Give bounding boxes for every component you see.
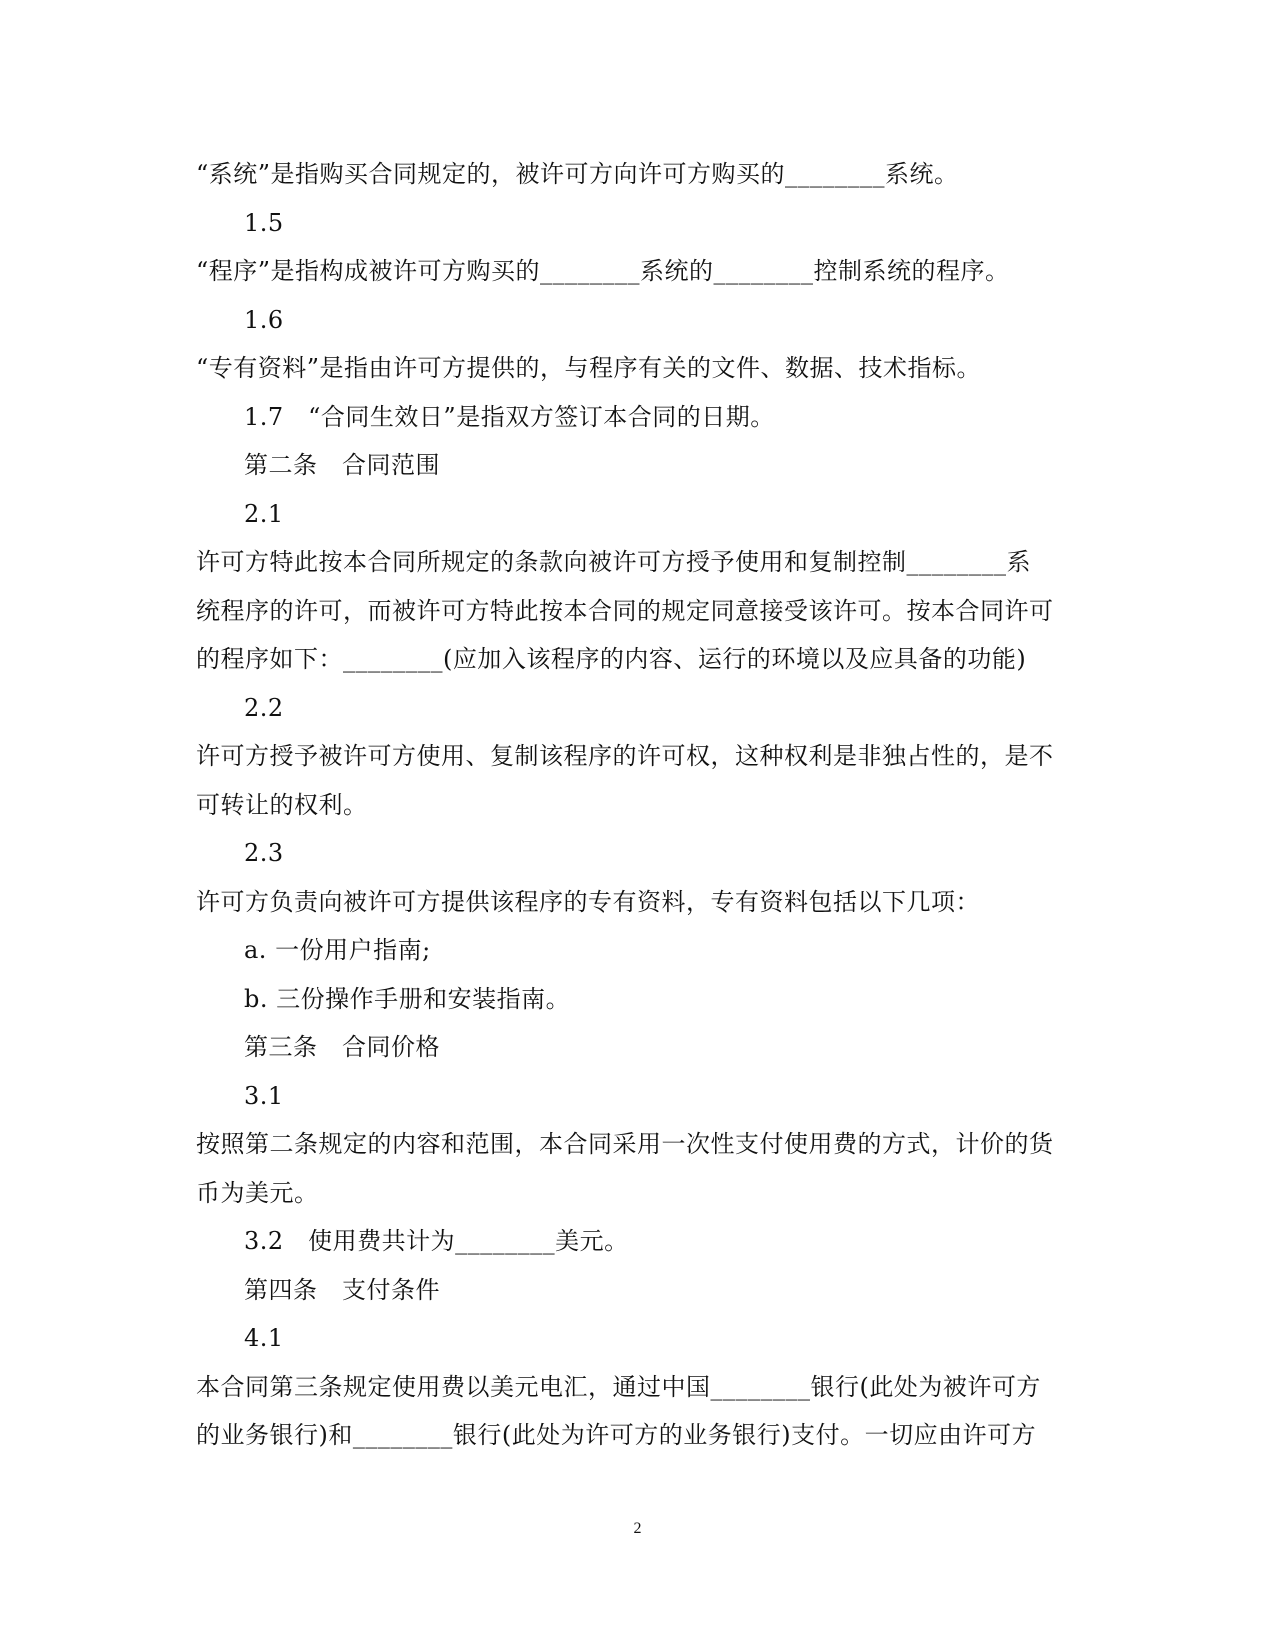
definition-effective-date: 1.7 “合同生效日”是指双方签订本合同的日期。 [244,402,775,431]
clause-number-2-1: 2.1 [244,499,284,528]
page-number: 2 [633,1520,642,1537]
clause-2-3-line-1: 许可方负责向被许可方提供该程序的专有资料，专有资料包括以下几项： [196,887,980,916]
definition-system: “系统”是指购买合同规定的，被许可方向许可方购买的________系统。 [196,160,959,188]
clause-number-1-5: 1.5 [244,208,284,237]
article-2-heading: 第二条 合同范围 [244,451,440,479]
clause-4-1-line-2: 的业务银行)和________银行(此处为许可方的业务银行)支付。一切应由许可方 [196,1421,1037,1449]
clause-3-1-line-2: 币为美元。 [196,1178,319,1207]
definition-proprietary-materials: “专有资料”是指由许可方提供的，与程序有关的文件、数据、技术指标。 [196,354,982,382]
clause-number-3-1: 3.1 [244,1081,284,1110]
clause-3-1-line-1: 按照第二条规定的内容和范围，本合同采用一次性支付使用费的方式，计价的货 [196,1130,1054,1158]
article-3-heading: 第三条 合同价格 [244,1033,440,1061]
clause-2-1-line-1: 许可方特此按本合同所规定的条款向被许可方授予使用和复制控制________系 [196,548,1031,576]
materials-item-b: b. 三份操作手册和安装指南。 [244,984,571,1013]
clause-2-1-line-3: 的程序如下：________(应加入该程序的内容、运行的环境以及应具备的功能) [196,645,1027,673]
article-4-heading: 第四条 支付条件 [244,1275,440,1304]
materials-item-a: a. 一份用户指南; [244,936,431,964]
clause-2-1-line-2: 统程序的许可，而被许可方特此按本合同的规定同意接受该许可。按本合同许可 [196,596,1054,625]
clause-number-2-2: 2.2 [244,693,284,722]
document-body [196,150,1076,1460]
clause-2-2-line-2: 可转让的权利。 [196,790,368,819]
definition-program: “程序”是指构成被许可方购买的________系统的________控制系统的程序。 [196,257,1010,285]
clause-3-2: 3.2 使用费共计为________美元。 [244,1227,629,1255]
clause-2-2-line-1: 许可方授予被许可方使用、复制该程序的许可权，这种权利是非独占性的，是不 [196,742,1054,770]
clause-number-4-1: 4.1 [244,1324,284,1352]
clause-4-1-line-1: 本合同第三条规定使用费以美元电汇，通过中国________银行(此处为被许可方 [196,1372,1041,1401]
clause-number-2-3: 2.3 [244,839,284,867]
clause-number-1-6: 1.6 [244,305,284,334]
